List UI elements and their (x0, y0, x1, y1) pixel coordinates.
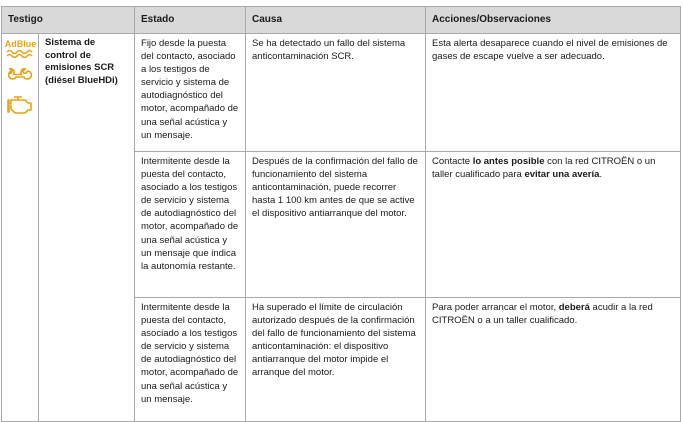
header-acciones: Acciones/Observaciones (426, 7, 681, 34)
acciones-emphasis: deberá (558, 302, 590, 313)
causa-cell: Después de la confirmación del fallo de funcionamiento del sistema anticontaminación, puede recorrer hasta 1 100 km antes de que se active el dispositivo antiarranque del motor. (246, 152, 426, 298)
acciones-emphasis: lo antes posible (472, 156, 545, 167)
causa-cell: Se ha detectado un fallo del sistema anticontaminación SCR. (246, 34, 426, 152)
acciones-text: . (599, 169, 603, 181)
table-header-row (2, 7, 681, 34)
acciones-emphasis: evitar una avería (524, 169, 600, 181)
wrench-icon (4, 68, 36, 88)
header-estado: Estado (135, 7, 246, 34)
causa-cell: Ha superado el límite de circulación autorizado después de la confirmación del fallo de funcionamiento del sistema anticontaminación: el dispositivo antiarranque del motor impide el arranque del motor. (246, 298, 426, 422)
acciones-cell (426, 298, 681, 422)
acciones-text: Para poder arrancar el motor, (432, 302, 559, 313)
table-row (2, 34, 681, 152)
acciones-text: con la red CITROËN o un taller cualificado para (432, 156, 656, 181)
estado-cell: Fijo desde la puesta del contacto, asociado a los testigos de servicio y sistema de autodiagnóstico del motor, acompañado de una señal acústica y un mensaje. (135, 34, 246, 152)
system-name: Sistema de control de emisiones SCR (diésel BlueHDi) (39, 34, 135, 422)
estado-cell: Intermitente desde la puesta del contacto, asociado a los testigos de servicio y sistema de autodiagnóstico del motor, acompañado de una señal acústica y un mensaje. (135, 298, 246, 422)
engine-icon (4, 94, 36, 118)
header-testigo: Testigo (2, 7, 135, 34)
acciones-text: acudir a la red CITROËN o a un taller cualificado. (432, 302, 653, 327)
estado-cell: Intermitente desde la puesta del contacto, asociado a los testigos de servicio y sistema de autodiagnóstico del motor, acompañado de una señal acústica y un mensaje que indica la autonomía restante. (135, 152, 246, 298)
warning-icons-cell (2, 34, 39, 422)
acciones-text: Contacte (432, 156, 473, 167)
adblue-icon (4, 38, 36, 62)
warning-light-table (1, 6, 681, 422)
acciones-cell (426, 152, 681, 298)
svg-text:AdBlue: AdBlue (4, 39, 37, 49)
acciones-cell: Esta alerta desaparece cuando el nivel de emisiones de gases de escape vuelve a ser adecuado. (426, 34, 681, 152)
header-causa: Causa (246, 7, 426, 34)
